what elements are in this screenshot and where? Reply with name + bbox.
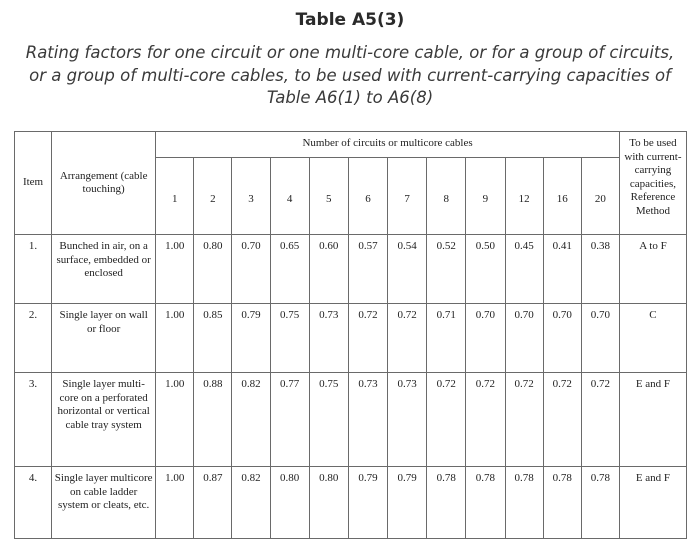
item-number-cell: 4.	[15, 467, 52, 539]
item-number-cell: 2.	[15, 304, 52, 373]
rating-factor-cell: 0.80	[270, 467, 309, 539]
rating-factor-cell: 0.45	[505, 235, 543, 304]
rating-factor-cell: 0.52	[427, 235, 466, 304]
count-header-cell: 5	[309, 158, 348, 235]
reference-method-cell: A to F	[619, 235, 686, 304]
table-caption: Rating factors for one circuit or one multi-core cable, or for a group of circuits, or a group of multi-core cables, to be used with current-carrying capacities of Table A6(1) to A6(8)	[25, 43, 675, 107]
count-header-cell: 9	[466, 158, 505, 235]
rating-factor-cell: 0.77	[270, 373, 309, 467]
rating-factor-cell: 0.82	[232, 467, 270, 539]
rating-factor-cell: 0.70	[232, 235, 270, 304]
rating-factor-cell: 0.73	[309, 304, 348, 373]
rating-factor-cell: 0.80	[194, 235, 232, 304]
rating-factor-cell: 0.70	[466, 304, 505, 373]
rating-factor-cell: 0.88	[194, 373, 232, 467]
rating-factor-cell: 0.85	[194, 304, 232, 373]
table-row	[15, 235, 687, 304]
rating-factors-table	[14, 131, 687, 539]
count-header-cell: 4	[270, 158, 309, 235]
arrangement-cell: Single layer multi-core on a perforated horizontal or vertical cable tray system	[52, 373, 156, 467]
count-header-cell: 8	[427, 158, 466, 235]
arrangement-cell: Single layer on wall or floor	[52, 304, 156, 373]
rating-factor-cell: 0.41	[543, 235, 581, 304]
arrangement-header: Arrangement (cable touching)	[52, 132, 156, 235]
table-row	[15, 373, 687, 467]
rating-factor-cell: 0.72	[543, 373, 581, 467]
arrangement-cell: Single layer multicore on cable ladder system or cleats, etc.	[52, 467, 156, 539]
reference-method-cell: E and F	[619, 467, 686, 539]
rating-factor-cell: 0.79	[348, 467, 387, 539]
rating-factor-cell: 0.75	[270, 304, 309, 373]
reference-method-cell: E and F	[619, 373, 686, 467]
rating-factor-cell: 0.38	[581, 235, 619, 304]
rating-factor-cell: 0.72	[427, 373, 466, 467]
item-header: Item	[15, 132, 52, 235]
count-header-cell: 3	[232, 158, 270, 235]
rating-factor-cell: 0.79	[232, 304, 270, 373]
rating-factor-cell: 1.00	[156, 467, 194, 539]
rating-factor-cell: 0.78	[466, 467, 505, 539]
rating-factor-cell: 0.87	[194, 467, 232, 539]
rating-factor-cell: 0.70	[581, 304, 619, 373]
arrangement-cell: Bunched in air, on a surface, embedded or enclosed	[52, 235, 156, 304]
rating-factor-cell: 0.73	[388, 373, 427, 467]
rating-factor-cell: 0.50	[466, 235, 505, 304]
rating-factor-cell: 0.73	[348, 373, 387, 467]
count-header-cell: 12	[505, 158, 543, 235]
rating-factor-cell: 1.00	[156, 304, 194, 373]
rating-factor-cell: 0.78	[581, 467, 619, 539]
count-header-cell: 6	[348, 158, 387, 235]
rating-factor-cell: 0.82	[232, 373, 270, 467]
count-header-cell: 16	[543, 158, 581, 235]
rating-factor-cell: 0.57	[348, 235, 387, 304]
rating-factor-cell: 0.71	[427, 304, 466, 373]
rating-factor-cell: 0.70	[543, 304, 581, 373]
rating-factor-cell: 0.65	[270, 235, 309, 304]
rating-factor-cell: 0.78	[543, 467, 581, 539]
count-header-cell: 2	[194, 158, 232, 235]
reference-method-header: To be used with current-carrying capacities, Reference Method	[619, 132, 686, 235]
rating-factor-cell: 0.79	[388, 467, 427, 539]
rating-factor-cell: 0.60	[309, 235, 348, 304]
rating-factor-cell: 0.70	[505, 304, 543, 373]
rating-factor-cell: 0.75	[309, 373, 348, 467]
count-header-cell: 7	[388, 158, 427, 235]
rating-factor-cell: 0.72	[581, 373, 619, 467]
rating-factor-cell: 0.78	[505, 467, 543, 539]
item-number-cell: 3.	[15, 373, 52, 467]
rating-factor-cell: 1.00	[156, 373, 194, 467]
rating-factor-cell: 0.54	[388, 235, 427, 304]
count-header-cell: 1	[156, 158, 194, 235]
rating-factor-cell: 0.72	[466, 373, 505, 467]
item-number-cell: 1.	[15, 235, 52, 304]
count-header-cell: 20	[581, 158, 619, 235]
group-header: Number of circuits or multicore cables	[156, 132, 620, 158]
rating-factor-cell: 0.80	[309, 467, 348, 539]
rating-factor-cell: 0.72	[388, 304, 427, 373]
rating-factor-cell: 0.78	[427, 467, 466, 539]
rating-factor-cell: 1.00	[156, 235, 194, 304]
table-row	[15, 467, 687, 539]
table-title: Table A5(3)	[295, 10, 405, 30]
reference-method-cell: C	[619, 304, 686, 373]
rating-factor-cell: 0.72	[505, 373, 543, 467]
rating-factor-cell: 0.72	[348, 304, 387, 373]
table-row	[15, 304, 687, 373]
